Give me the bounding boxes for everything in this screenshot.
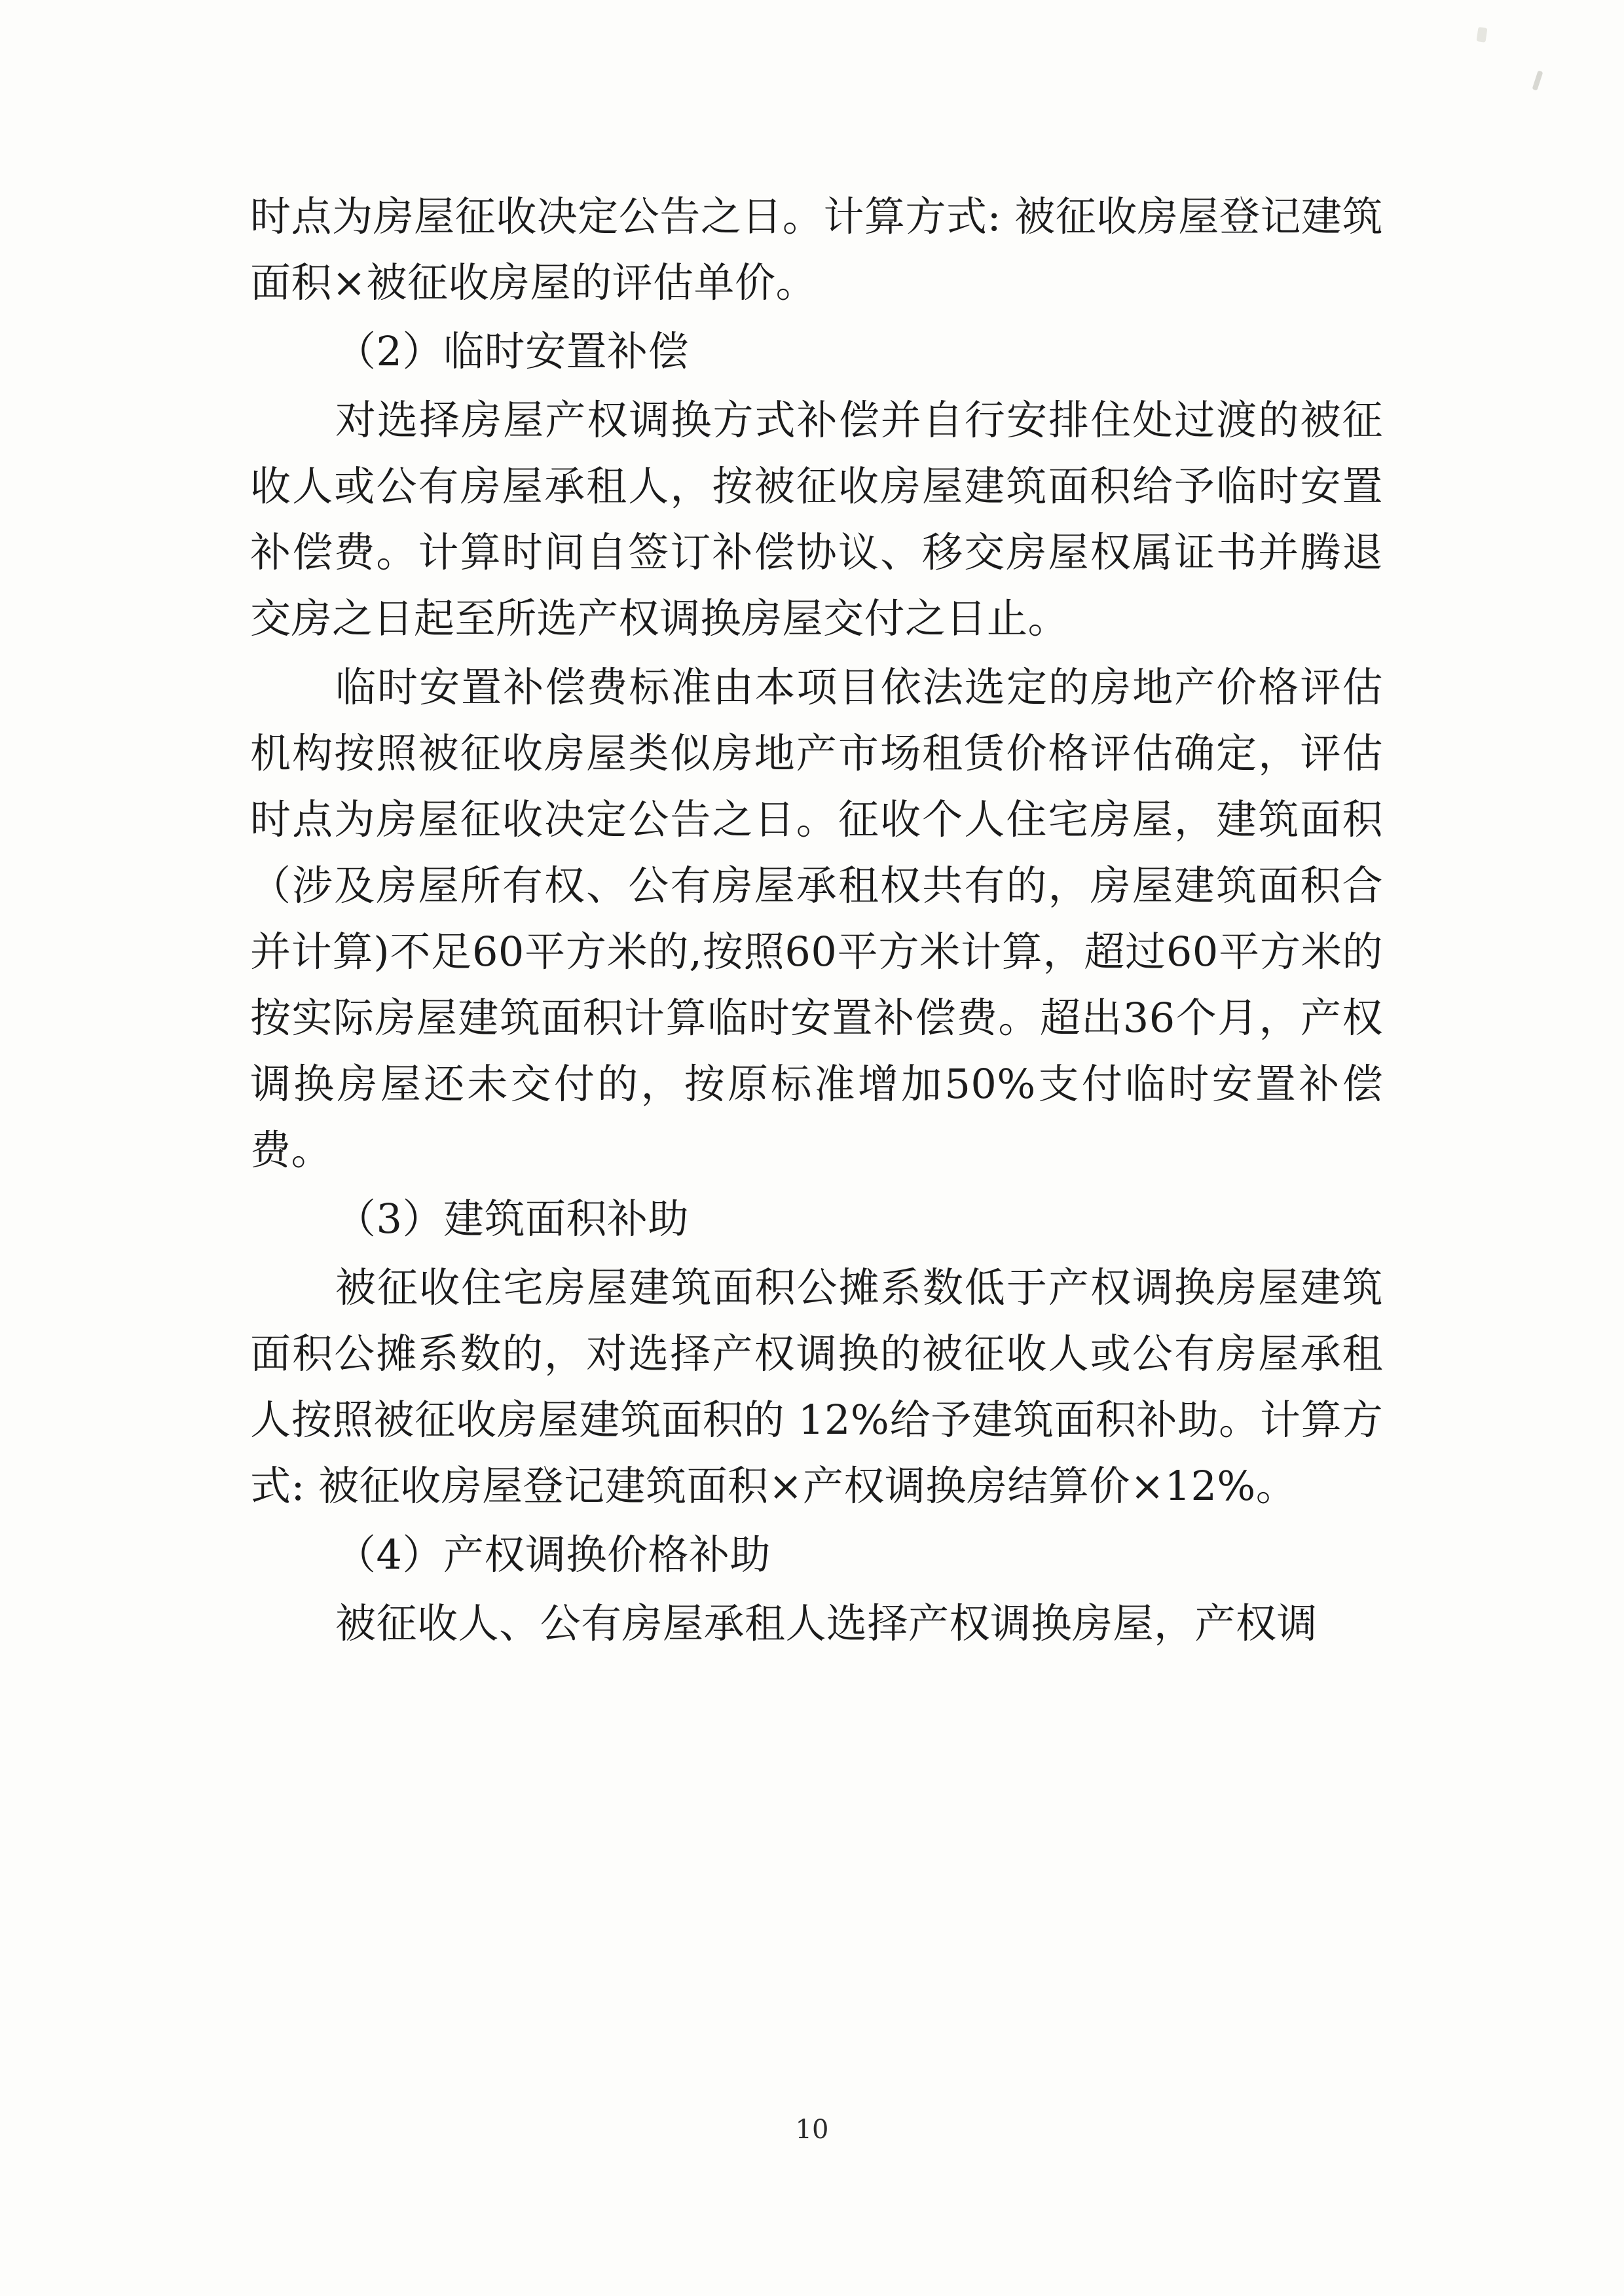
paragraph: 对选择房屋产权调换方式补偿并自行安排住处过渡的被征收人或公有房屋承租人，按被征收房屋建筑面积给予临时安置补偿费。计算时间自签订补偿协议、移交房屋权属证书并腾退交房之日起至所选产权调换房屋交付之日止。 bbox=[250, 396, 1383, 642]
document-body bbox=[250, 183, 1383, 1659]
paragraph: 临时安置补偿费标准由本项目依法选定的房地产价格评估机构按照被征收房屋类似房地产市场租赁价格评估确定，评估时点为房屋征收决定公告之日。征收个人住宅房屋，建筑面积（涉及房屋所有权、公有房屋承租权共有的，房屋建筑面积合并计算)不足60平方米的,按照60平方米计算，超过60平方米的按实际房屋建筑面积计算临时安置补偿费。超出36个月，产权调换房屋还未交付的，按原标准增加50%支付临时安置补偿费。 bbox=[250, 663, 1383, 1174]
scan-artifact-icon bbox=[1477, 27, 1488, 43]
scan-artifact-icon bbox=[1532, 70, 1543, 90]
paragraph: 被征收住宅房屋建筑面积公摊系数低于产权调换房屋建筑面积公摊系数的，对选择产权调换的被征收人或公有房屋承租人按照被征收房屋建筑面积的 12%给予建筑面积补助。计算方式: 被征收房屋登记建筑面积×产权调换房结算价×12%。 bbox=[250, 1264, 1383, 1510]
paragraph: 被征收人、公有房屋承租人选择产权调换房屋，产权调 bbox=[335, 1599, 1318, 1647]
section-heading: （4）产权调换价格补助 bbox=[335, 1531, 771, 1578]
page-number: 10 bbox=[795, 2115, 829, 2145]
section-heading: （2）临时安置补偿 bbox=[335, 327, 689, 375]
paragraph: 时点为房屋征收决定公告之日。计算方式: 被征收房屋登记建筑面积×被征收房屋的评估单价。 bbox=[250, 192, 1383, 306]
section-heading: （3）建筑面积补助 bbox=[335, 1195, 689, 1243]
